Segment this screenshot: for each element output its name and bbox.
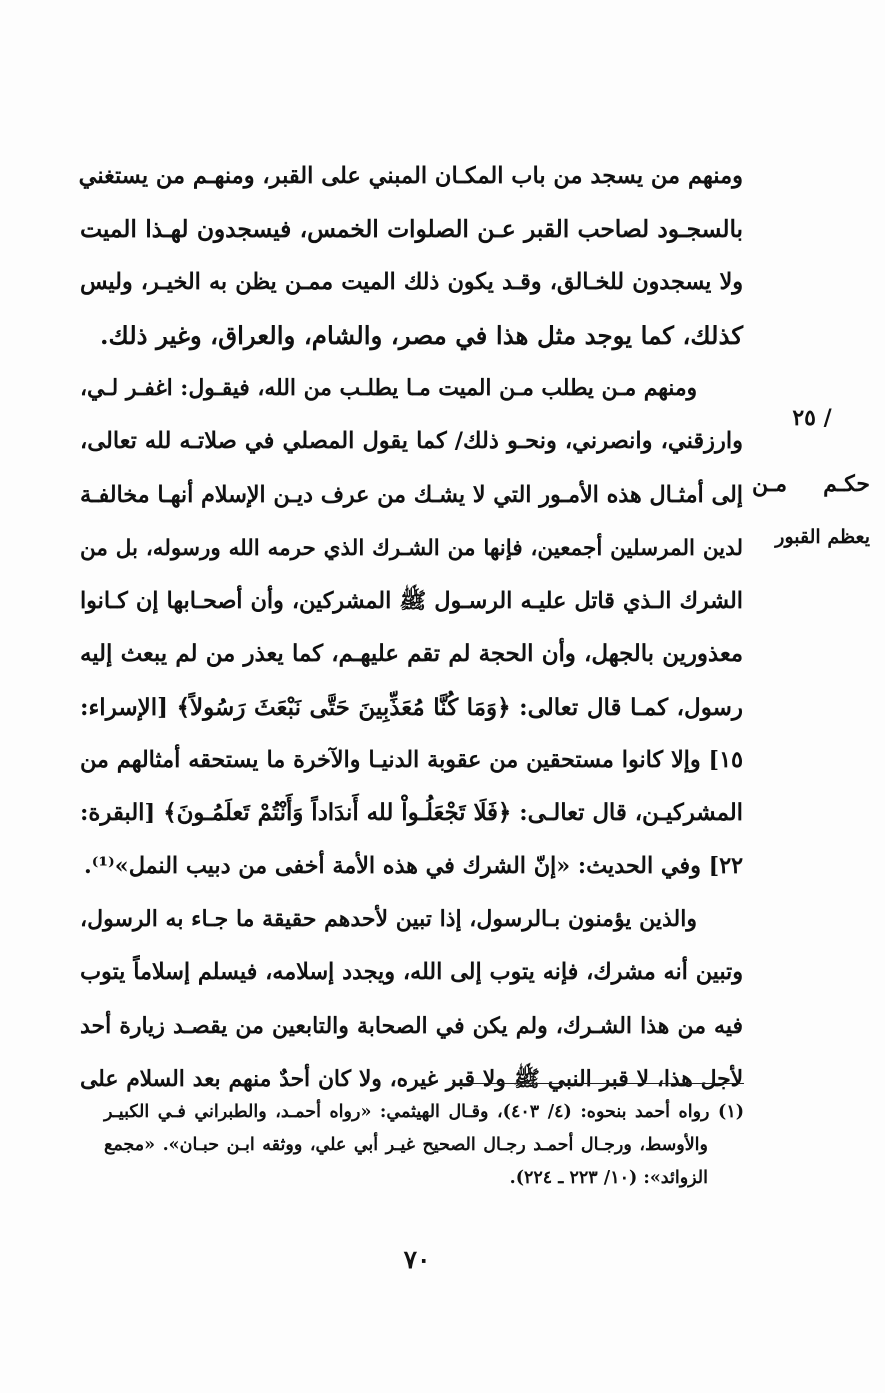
text-line: معذورين بالجهل، وأن الحجة لم تقم عليهـم، كما يعذر من لم يبعث إليه [80,640,743,667]
text-line: إلى أمثـال هذه الأمـور التي لا يشـك من عرف ديـن الإسلام أنهـا مخالفـة [80,481,743,508]
text-line: المشركيـن، قال تعالـى: ﴿فَلَا تَجْعَلُـواْ لله أَندَاداً وَأَنْتُمْ تَعلَمُـونَ﴾ [البقرة: [80,800,743,827]
text-line: كذلك، كما يوجد مثل هذا في مصر، والشام، والعراق، وغير ذلك. [100,321,743,351]
margin-topic-line: حكـم مـن [752,471,870,497]
text-line: بالسجـود لصاحب القبر عـن الصلوات الخمس، فيسجدون لهـذا الميت [80,216,743,244]
text-line: وتبين أنه مشرك، فإنه يتوب إلى الله، ويجدد إسلامه، فيسلم إسلاماً يتوب [80,959,743,986]
margin-page-reference: / ٢٥ [792,405,832,431]
text-line: رسول، كمـا قال تعالى: ﴿وَمَا كُنَّا مُعَذِّبِينَ حَتَّى نَبْعَثَ رَسُولاً﴾ [الإسراء: [80,693,743,721]
text-line: ومنهم من يسجد من باب المكـان المبني على القبر، ومنهـم من يستغني [78,163,743,189]
text-line: ٢٢] وفي الحديث: «إنّ الشرك في هذه الأمة أخفى من دبيب النمل»⁽¹⁾. [84,853,743,880]
footnote-line: والأوسط، ورجـال أحمـد رجـال الصحيح غيـر أبي علي، ووثقه ابـن حبـان». «مجمع [104,1135,708,1155]
text-line: لأجل هذا، لا قبر النبي ﷺ ولا قبر غيره، ولا كان أحدٌ منهم بعد السلام على [80,1066,743,1092]
text-line: ومنهم مـن يطلب مـن الميت مـا يطلـب من الله، فيقـول: اغفـر لـي، [80,376,697,402]
text-line: الشرك الـذي قاتل عليـه الرسـول ﷺ المشركين، وأن أصحـابها إن كـانوا [80,587,743,614]
page-number: ٧٠ [403,1245,431,1274]
text-line: فيه من هذا الشـرك، ولم يكن في الصحابة والتابعين من يقصـد زيارة أحد [80,1012,743,1039]
footnote-line: (١) رواه أحمد بنحوه: (٤/ ٤٠٣)، وقـال الهيثمي: «رواه أحمـد، والطبراني فـي الكبيـر [104,1102,745,1122]
text-line: وارزقني، وانصرني، ونحـو ذلك/ كما يقول المصلي في صلاتـه لله تعالى، [80,428,743,455]
text-line: ولا يسجدون للخـالق، وقـد يكون ذلك الميت ممـن يظن به الخيـر، وليس [80,269,743,296]
main-text-block [80,150,743,1106]
margin-topic-line: يعظم القبور [775,526,870,548]
footnote-line: الزوائد»: (١٠/ ٢٢٣ ـ ٢٢٤). [509,1168,708,1188]
text-line: ١٥] وإلا كانوا مستحقين من عقوبة الدنيـا والآخرة ما يستحقه أمثالهم من [80,747,743,774]
footnotes-block [104,1096,744,1195]
text-line: لدين المرسلين أجمعين، فإنها من الشـرك الذي حرمه الله ورسوله، بل من [80,535,743,561]
margin-topic-heading [752,458,870,564]
text-line: والذين يؤمنون بـالرسول، إذا تبين لأحدهم حقيقة ما جـاء به الرسول، [80,906,697,933]
footnote-separator [452,1083,744,1084]
